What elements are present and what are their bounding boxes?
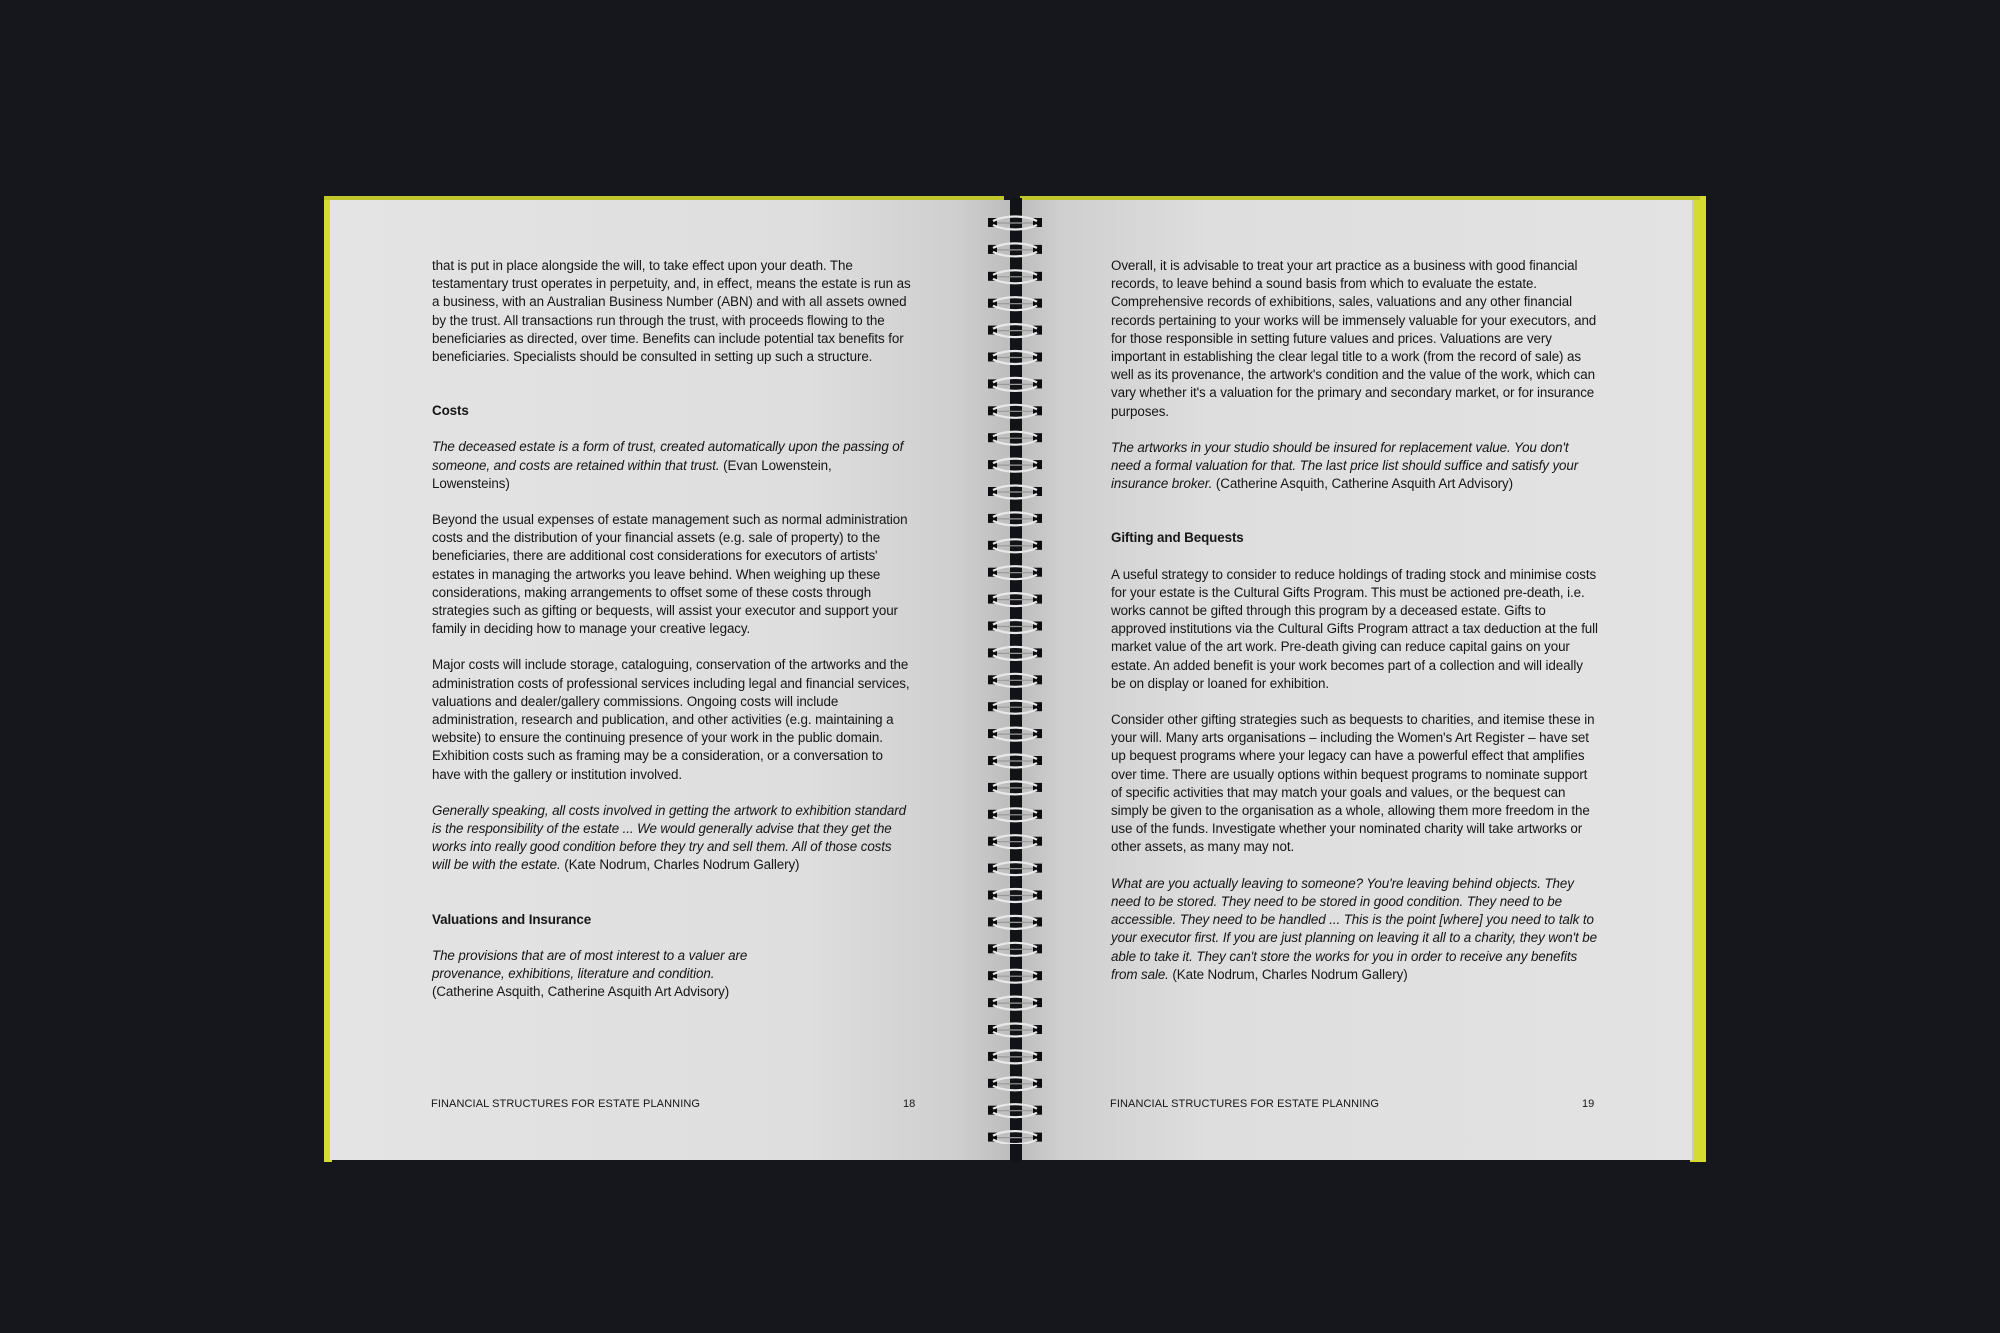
gifting-heading: Gifting and Bequests <box>1111 530 1244 546</box>
spiral-coil <box>988 512 1042 525</box>
spiral-coil <box>988 728 1042 741</box>
costs-paragraph-1: Beyond the usual expenses of estate management such as normal administration costs and the distribution of your financial assets (e.g. sale of property) to the beneficiaries, there are additional cost considerations for executors of artists' estates in managing the artworks you leave behind. When weighing up these considerations, making arrangements to offset some of these costs through strategies such as gifting or bequests, will assist your executor and support your family in deciding how to manage your creative legacy. <box>432 512 908 637</box>
spiral-coil <box>988 324 1042 337</box>
quote-citation: (Evan Lowenstein, Lowensteins) <box>432 457 832 491</box>
spiral-coil <box>988 916 1042 929</box>
spiral-coil <box>988 1050 1042 1063</box>
running-footer: FINANCIAL STRUCTURES FOR ESTATE PLANNING <box>1110 1098 1380 1110</box>
running-footer: FINANCIAL STRUCTURES FOR ESTATE PLANNING <box>431 1098 701 1110</box>
spiral-coil <box>988 1077 1042 1090</box>
spiral-coil <box>988 943 1042 956</box>
spiral-coil <box>988 620 1042 633</box>
spiral-coil <box>988 297 1042 310</box>
spiral-coil <box>988 647 1042 660</box>
spiral-coil <box>988 997 1042 1010</box>
quote-citation: (Catherine Asquith, Catherine Asquith Art Advisory) <box>1215 476 1513 492</box>
quote-citation: (Kate Nodrum, Charles Nodrum Gallery) <box>1172 966 1408 982</box>
quote-asquith <box>432 947 772 1002</box>
left-intro-paragraph: that is put in place alongside the will, to take effect upon your death. The testamentary trust operates in perpetuity, and, in effect, means the estate is run as a business, with an Australian Business Number (ABN) and with all assets owned by the trust. All transactions run through the trust, with proceeds flowing to the beneficiaries as directed, over time. Benefits can include potential tax benefits for beneficiaries. Specialists should be consulted in setting up such a structure. <box>432 258 911 365</box>
left-page-body <box>432 257 912 1020</box>
quote-asquith-insurance <box>1111 439 1599 494</box>
right-page <box>1020 200 1692 1160</box>
spiral-coil <box>988 432 1042 445</box>
spiral-coil <box>988 217 1042 230</box>
spiral-coil <box>988 378 1042 391</box>
spiral-coil <box>988 862 1042 875</box>
quote-text: The artworks in your studio should be insured for replacement value. You don't need a formal valuation for that. The last price list should suffice and satisfy your insurance broker. <box>1111 439 1579 492</box>
spiral-coil <box>988 755 1042 768</box>
right-page-body <box>1111 257 1599 1002</box>
spiral-coil <box>988 270 1042 283</box>
spiral-coil <box>988 1104 1042 1117</box>
spiral-coil <box>988 243 1042 256</box>
spiral-coil <box>988 593 1042 606</box>
left-page <box>330 200 1010 1160</box>
costs-paragraph-2: Major costs will include storage, cataloguing, conservation of the artworks and the administration costs of professional services including legal and financial services, valuations and dealer/gallery commissions. Ongoing costs will include administration, research and publication, and other activities (e.g. maintaining a website) to ensure the continuing presence of your work in the public domain. Exhibition costs such as framing may be a consideration, or a conversation to have with the gallery or institution involved. <box>432 657 910 782</box>
spiral-coil <box>988 486 1042 499</box>
spiral-coil <box>988 674 1042 687</box>
gifting-paragraph-1: A useful strategy to consider to reduce holdings of trading stock and minimise costs for your estate is the Cultural Gifts Program. This must be actioned pre-death, i.e. works cannot be gifted through this program by a deceased estate. Gifts to approved institutions via the Cultural Gifts Program attract a tax deduction at the full market value of the art work. Pre-death giving can reduce capital gains on your estate. An added benefit is your work becomes part of a collection and will ideally be on display or loaned for exhibition. <box>1111 566 1598 691</box>
spiral-coil <box>988 459 1042 472</box>
quote-text: What are you actually leaving to someone? You're leaving behind objects. They need to be stored. They need to be stored in good condition. They need to be accessible. They need to be handled ... This is the point [where] you need to talk to your executor first. If you are just planning on leaving it all to a charity, they won't be able to take it. They can't store the works for you in order to receive any benefits from sale. <box>1111 875 1597 982</box>
page-number: 18 <box>903 1098 916 1110</box>
spiral-coil <box>988 1024 1042 1037</box>
quote-citation: (Kate Nodrum, Charles Nodrum Gallery) <box>564 857 800 873</box>
spiral-coil <box>988 701 1042 714</box>
quote-citation: (Catherine Asquith, Catherine Asquith Art Advisory) <box>432 984 730 1000</box>
valuations-heading: Valuations and Insurance <box>432 911 592 927</box>
gifting-paragraph-2: Consider other gifting strategies such as bequests to charities, and itemise these in your will. Many arts organisations – including the Women's Art Register – have set up bequest programs where your legacy can have a powerful effect that amplifies over time. There are usually options within bequest programs to nominate support of specific activities that may match your goals and values, or the bequest can simply be given to the organisation as a whole, allowing them more freedom in the use of the funds. Investigate whether your nominated charity will take artworks or other assets, as many may not. <box>1111 712 1595 855</box>
quote-nodrum <box>432 802 912 875</box>
spiral-coil <box>988 351 1042 364</box>
spiral-coil <box>988 405 1042 418</box>
quote-text: The deceased estate is a form of trust, created automatically upon the passing of someone, and costs are retained within that trust. <box>432 439 904 473</box>
spiral-coil <box>988 835 1042 848</box>
quote-text: Generally speaking, all costs involved in getting the artwork to exhibition standard is the responsibility of the estate ... We would generally advise that they get the works into really good condition before they try and sell them. All of those costs will be with the estate. <box>432 802 906 873</box>
spiral-binding <box>985 214 1045 1144</box>
page-number: 19 <box>1582 1098 1595 1110</box>
quote-nodrum-bequest <box>1111 875 1599 984</box>
spiral-coil <box>988 781 1042 794</box>
spiral-coil <box>988 808 1042 821</box>
right-intro-paragraph: Overall, it is advisable to treat your art practice as a business with good financial records, to leave behind a sound basis from which to evaluate the estate. Comprehensive records of exhibitions, sales, valuations and any other financial records pertaining to your works will be immensely valuable for your executors, and for those responsible in setting future values and prices. Valuations are very important in establishing the clear legal title to a work (from the record of sale) as well as its provenance, the artwork's condition and the value of the work, which can vary whether it's a valuation for the primary and secondary market, or for insurance purposes. <box>1111 258 1597 419</box>
spiral-coil <box>988 1131 1042 1144</box>
spiral-coil <box>988 889 1042 902</box>
quote-lowenstein <box>432 438 912 493</box>
quote-text: The provisions that are of most interest to a valuer are provenance, exhibitions, literature and condition. <box>432 947 748 982</box>
costs-heading: Costs <box>432 403 469 419</box>
spiral-coil <box>988 539 1042 552</box>
spiral-coil <box>988 970 1042 983</box>
spiral-coil <box>988 566 1042 579</box>
